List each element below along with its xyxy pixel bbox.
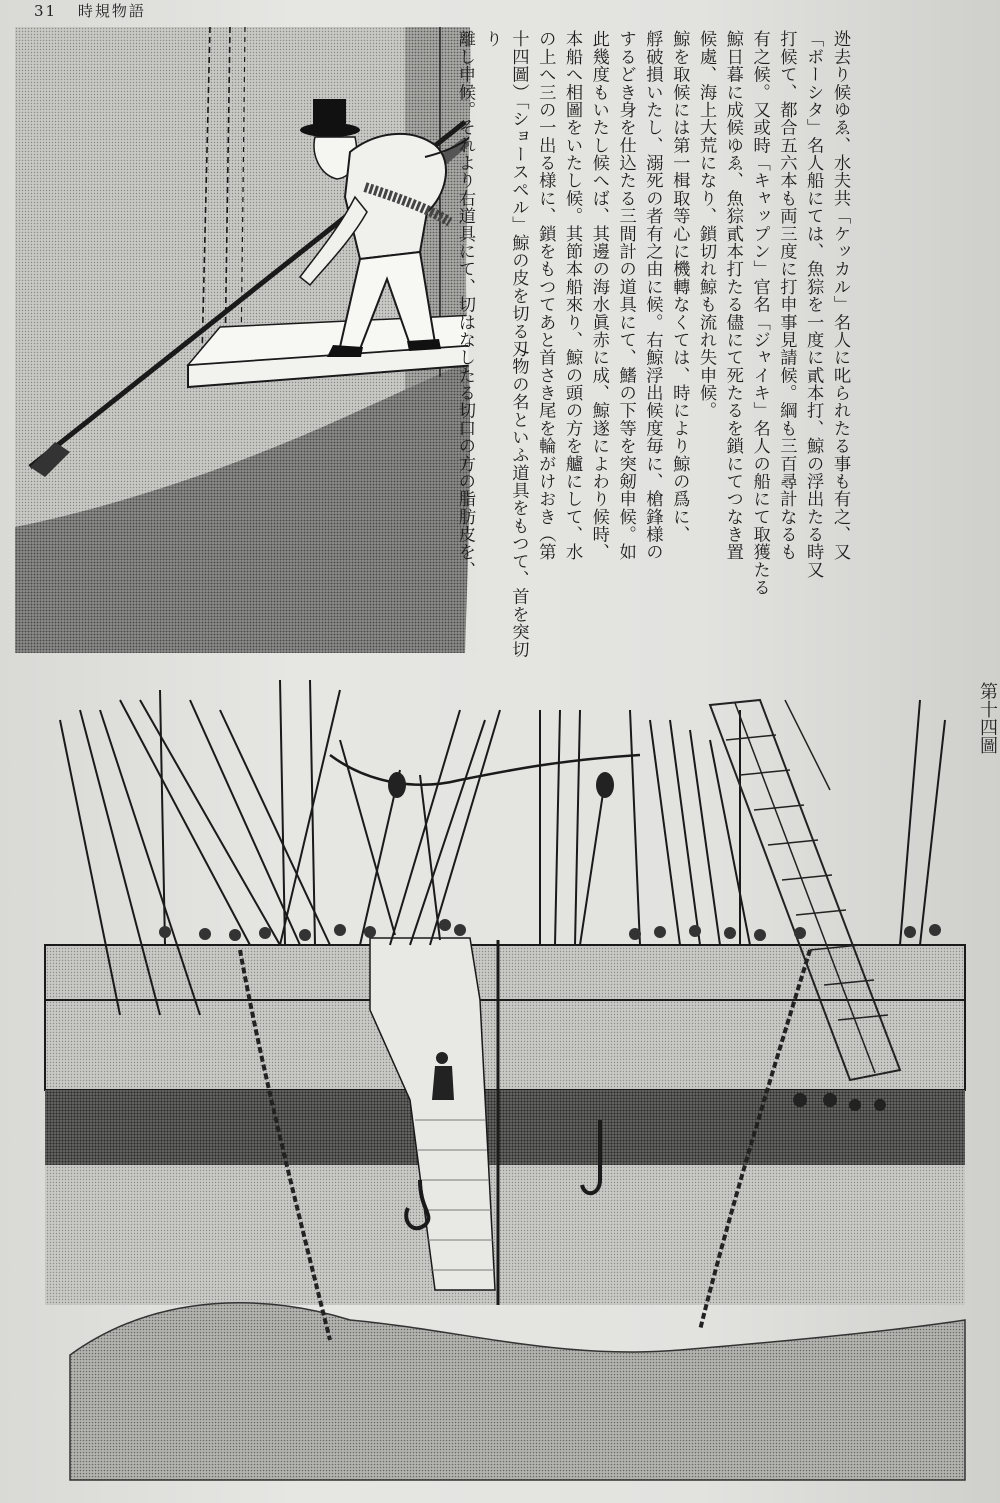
text-line: 鯨を取候には第一楫取等心に機轉なくては、時により鯨の爲に、 (669, 30, 690, 544)
figure-label: 第十四圖 (977, 682, 998, 754)
book-title: 時規物語 (77, 2, 146, 20)
text-line: 候處、海上大荒になり、鎖切れ鯨も流れ失申候。 (696, 30, 717, 420)
text-line: 打候て、都合五六本も両三度に打申事見請候。綱も三百尋計なるも (776, 30, 797, 561)
text-line: 鯨日暮に成候ゆゑ、魚猔貳本打たる儘にて死たるを鎖にてつなき置 (722, 30, 743, 561)
illustration-whale-alongside-ship (40, 680, 970, 1490)
illustration-whaleman-cutting (15, 27, 477, 653)
body-text-column (454, 30, 853, 670)
text-line: するどき身を仕込たる三間計の道具にて、鰭の下等を突剱申候。如 (615, 30, 636, 561)
text-line: 本船へ相圖をいたし候。其節本船來り、鯨の頭の方を艫にして、水 (562, 30, 583, 561)
text-line: 迯去り候ゆゑ、水夫共「ケッカル」名人に叱られたる事も有之、又 (830, 30, 850, 561)
text-line: 艀破損いたし、溺死の者有之由に候。右鯨浮出候度毎に、槍鋒様の (642, 30, 663, 561)
text-line: 有之候。又或時「キャップン」官名「ジャイキ」名人の船にて取獲たる (749, 30, 770, 597)
page-number: 31 (34, 2, 58, 20)
text-line: 「ボーシタ」名人船にては、魚猔を一度に貳本打、鯨の浮出たる時又 (803, 30, 824, 579)
text-line: の上へ三の一出る様に、鎖をもつてあと首さき尾を輪がけおき（第 (535, 30, 556, 561)
text-line: 離し申候。それより右道具にて、切はなしたる切口の方の脂肪皮を、 (454, 30, 475, 579)
page-header (34, 0, 146, 22)
text-line: 此幾度もいたし候へば、其邊の海水眞赤に成、鯨遂によわり候時、 (588, 30, 609, 561)
text-line: 十四圖）「ショースペル」鯨の皮を切る刄物の名といふ道具をもつて、首を突切り (481, 30, 529, 659)
